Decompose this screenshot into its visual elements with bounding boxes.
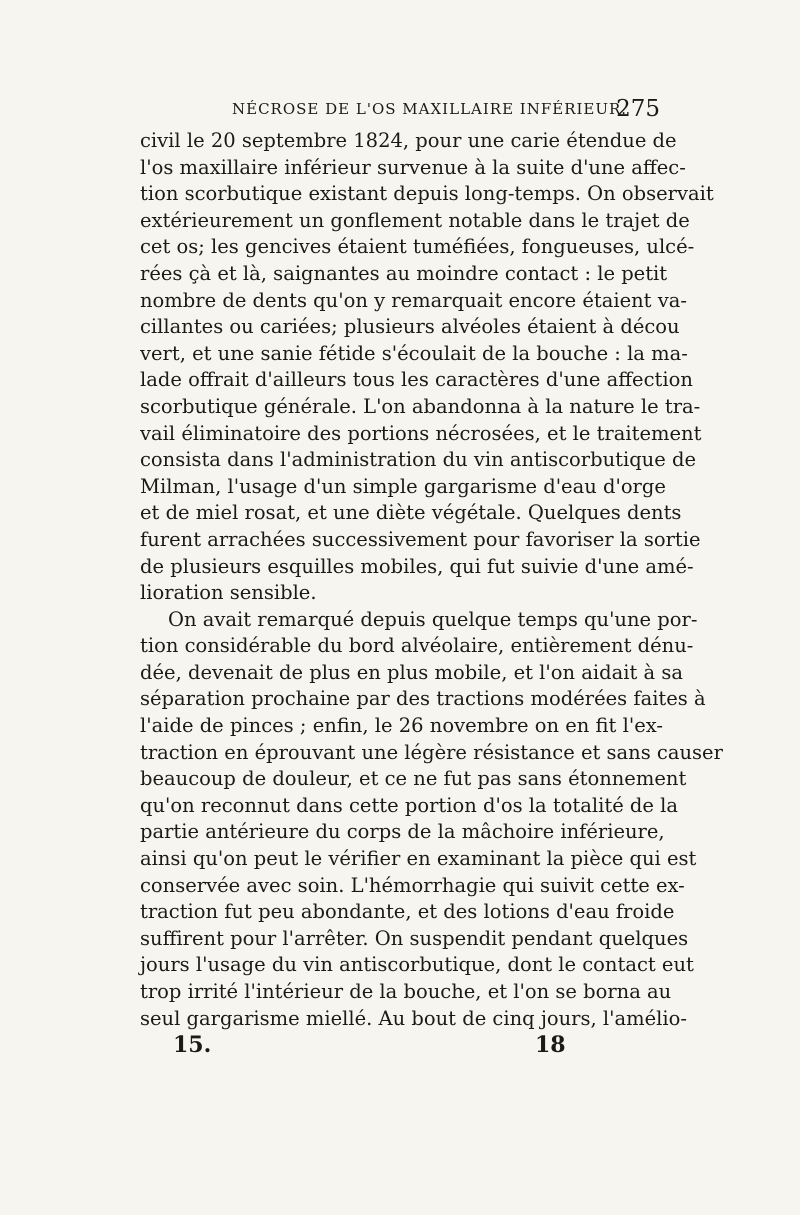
text-line: de plusieurs esquilles mobiles, qui fut suivie d'une amé- xyxy=(140,554,694,578)
text-line: lioration sensible. xyxy=(140,581,317,605)
text-line: tion considérable du bord alvéolaire, entièrement dénu- xyxy=(140,634,694,658)
text-line: On avait remarqué depuis quelque temps qu'une por- xyxy=(168,607,698,631)
text-line: jours l'usage du vin antiscorbutique, dont le contact eut xyxy=(140,953,694,977)
text-line: tion scorbutique existant depuis long-temps. On observait xyxy=(140,182,714,206)
body-text xyxy=(140,128,723,1032)
text-line: lade offrait d'ailleurs tous les caractères d'une affection xyxy=(140,368,693,392)
text-line: suffirent pour l'arrêter. On suspendit pendant quelques xyxy=(140,926,689,950)
text-line: civil le 20 septembre 1824, pour une carie étendue de xyxy=(140,129,677,152)
text-line: nombre de dents qu'on y remarquait encore étaient va- xyxy=(140,288,687,312)
paragraph xyxy=(140,128,714,607)
text-line: cillantes ou cariées; plusieurs alvéoles étaient à décou xyxy=(140,315,680,339)
text-line: l'os maxillaire inférieur survenue à la suite d'une affec- xyxy=(140,155,686,179)
text-line: seul gargarisme miellé. Au bout de cinq jours, l'amélio- xyxy=(140,1006,687,1030)
text-line: scorbutique générale. L'on abandonna à la nature le tra- xyxy=(140,394,701,418)
text-line: Milman, l'usage d'un simple gargarisme d'eau d'orge xyxy=(140,474,666,498)
signature-mark-right: 18 xyxy=(535,1032,566,1058)
text-line: vail éliminatoire des portions nécrosées, et le traitement xyxy=(140,421,702,445)
running-title: NÉCROSE DE L'OS MAXILLAIRE INFÉRIEUR. xyxy=(232,100,628,118)
text-line: conservée avec soin. L'hémorrhagie qui suivit cette ex- xyxy=(140,873,685,897)
text-line: ainsi qu'on peut le vérifier en examinant la pièce qui est xyxy=(140,847,697,871)
page-footer xyxy=(140,1032,663,1062)
text-line: cet os; les gencives étaient tuméfiées, fongueuses, ulcé- xyxy=(140,235,695,259)
text-line: dée, devenait de plus en plus mobile, et l'on aidait à sa xyxy=(140,660,683,684)
paragraph xyxy=(140,607,723,1033)
text-line: séparation prochaine par des tractions modérées faites à xyxy=(140,687,706,711)
text-line: traction fut peu abondante, et des lotions d'eau froide xyxy=(140,900,675,924)
text-line: beaucoup de douleur, et ce ne fut pas sans étonnement xyxy=(140,767,687,791)
text-line: trop irrité l'intérieur de la bouche, et l'on se borna au xyxy=(140,980,672,1003)
text-line: rées çà et là, saignantes au moindre contact : le petit xyxy=(140,261,668,285)
text-line: qu'on reconnut dans cette portion d'os la totalité de la xyxy=(140,793,679,817)
text-line: consista dans l'administration du vin antiscorbutique de xyxy=(140,448,697,472)
text-line: traction en éprouvant une légère résistance et sans causer xyxy=(140,740,723,764)
text-line: l'aide de pinces ; enfin, le 26 novembre on en fit l'ex- xyxy=(140,714,663,738)
text-line: partie antérieure du corps de la mâchoire inférieure, xyxy=(140,820,665,844)
text-line: extérieurement un gonflement notable dans le trajet de xyxy=(140,208,690,232)
paragraph-container xyxy=(140,128,723,1032)
page-header xyxy=(140,96,660,126)
page-number: 275 xyxy=(616,96,660,122)
text-line: et de miel rosat, et une diète végétale. Quelques dents xyxy=(140,501,682,525)
text-line: furent arrachées successivement pour favoriser la sortie xyxy=(140,527,701,551)
text-line: vert, et une sanie fétide s'écoulait de la bouche : la ma- xyxy=(140,341,688,365)
signature-mark-left: 15. xyxy=(173,1032,212,1058)
